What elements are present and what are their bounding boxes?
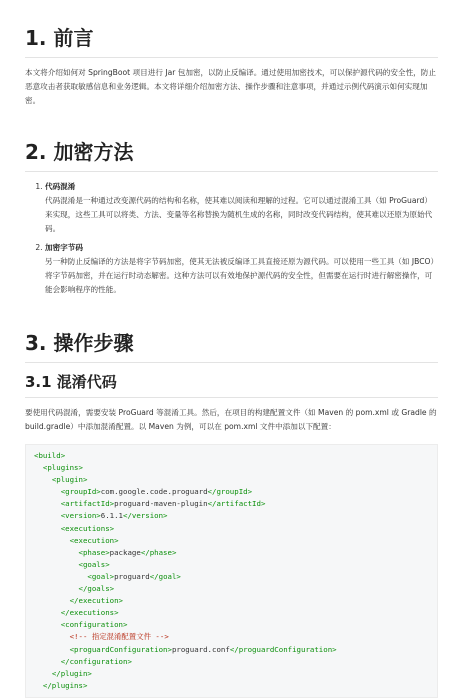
code-line xyxy=(34,657,132,666)
code-text: package xyxy=(109,547,141,557)
code-tag: <proguardConfiguration> xyxy=(69,644,172,654)
code-tag: <goals> xyxy=(78,559,110,569)
heading-encryption-methods: 2. 加密方法 xyxy=(25,136,438,172)
list-item-description: 代码混淆是一种通过改变源代码的结构和名称，使其难以阅读和理解的过程。它可以通过混淆工具（如 ProGuard）来实现，这些工具可以将类、方法、变量等名称替换为随机生成的名称，同时改变代码结构，使其难以还原为原始代码。 xyxy=(45,196,433,233)
code-line xyxy=(34,632,169,641)
code-line xyxy=(34,536,119,545)
list-item xyxy=(45,241,438,297)
heading-steps: 3. 操作步骤 xyxy=(25,327,438,363)
code-tag: <version> xyxy=(60,511,101,521)
code-tag: </plugins> xyxy=(42,680,88,690)
code-line xyxy=(34,681,87,690)
code-text: com.google.code.proguard xyxy=(100,487,208,497)
code-line xyxy=(34,620,127,629)
code-line xyxy=(34,451,65,460)
code-tag: <plugins> xyxy=(42,463,83,473)
code-line xyxy=(34,524,114,533)
heading-preface: 1. 前言 xyxy=(25,0,438,58)
code-tag: </phase> xyxy=(140,547,177,557)
code-tag: <plugin> xyxy=(51,475,88,485)
subheading-obfuscation: 3.1 混淆代码 xyxy=(25,371,438,398)
code-tag: <configuration> xyxy=(60,620,128,630)
code-tag: <build> xyxy=(34,451,66,460)
list-item xyxy=(45,180,438,236)
code-line xyxy=(34,475,87,484)
code-tag: <artifactId> xyxy=(60,499,115,509)
list-item-term: 代码混淆 xyxy=(45,182,76,191)
encryption-methods-list xyxy=(25,180,438,297)
code-line xyxy=(34,572,181,581)
code-line xyxy=(34,463,83,472)
code-tag: <execution> xyxy=(69,535,119,545)
code-tag: <groupId> xyxy=(60,487,101,497)
code-line xyxy=(34,645,337,654)
code-text: 6.1.1 xyxy=(100,511,123,521)
code-tag: </proguardConfiguration> xyxy=(229,644,337,654)
list-item-term: 加密字节码 xyxy=(45,243,83,252)
steps-paragraph: 要使用代码混淆，需要安装 ProGuard 等混淆工具。然后，在项目的构建配置文件（如 Maven 的 pom.xml 或 Gradle 的 build.gradle）中添加混淆配置。以 Maven 为例，可以在 pom.xml 文件中添加以下配置： xyxy=(25,408,437,431)
code-block[interactable] xyxy=(25,444,438,698)
preface-paragraph: 本文将介绍如何对 SpringBoot 项目进行 Jar 包加密，以防止反编译。通过使用加密技术，可以保护源代码的安全性，防止恶意攻击者获取敏感信息和业务逻辑。本文将详细介绍加密方法、操作步骤和注意事项，并通过示例代码演示如何实现加密。 xyxy=(25,68,436,105)
code-tag: </artifactId> xyxy=(207,499,266,509)
code-tag: <executions> xyxy=(60,523,115,533)
code-line xyxy=(34,584,114,593)
code-tag: </execution> xyxy=(69,596,124,606)
code-comment: <!-- 指定混淆配置文件 --> xyxy=(69,632,169,642)
code-tag: </goal> xyxy=(149,571,181,581)
code-tag: </executions> xyxy=(60,608,119,618)
code-tag: </configuration> xyxy=(60,656,132,666)
code-tag: </plugin> xyxy=(51,668,92,678)
code-tag: </version> xyxy=(123,511,168,521)
code-text: proguard.conf xyxy=(171,644,230,654)
code-line xyxy=(34,560,110,569)
code-line xyxy=(34,608,119,617)
code-line xyxy=(34,596,123,605)
code-line xyxy=(34,548,176,557)
code-tag: <phase> xyxy=(78,547,110,557)
code-line xyxy=(34,487,252,496)
code-tag: </groupId> xyxy=(207,487,253,497)
list-item-description: 另一种防止反编译的方法是将字节码加密，使其无法被反编译工具直接还原为源代码。可以使用一些工具（如 JBCO）将字节码加密，并在运行时动态解密。这种方法可以有效地保护源代码的安全性，但需要在运行时进行解密操作，可能会影响程序的性能。 xyxy=(45,257,435,294)
code-line xyxy=(34,669,92,678)
code-text: proguard-maven-plugin xyxy=(114,499,208,509)
code-line xyxy=(34,499,265,508)
code-text: proguard xyxy=(114,571,150,581)
code-line xyxy=(34,511,168,520)
code-tag: <goal> xyxy=(87,571,115,581)
code-tag: </goals> xyxy=(78,584,115,594)
